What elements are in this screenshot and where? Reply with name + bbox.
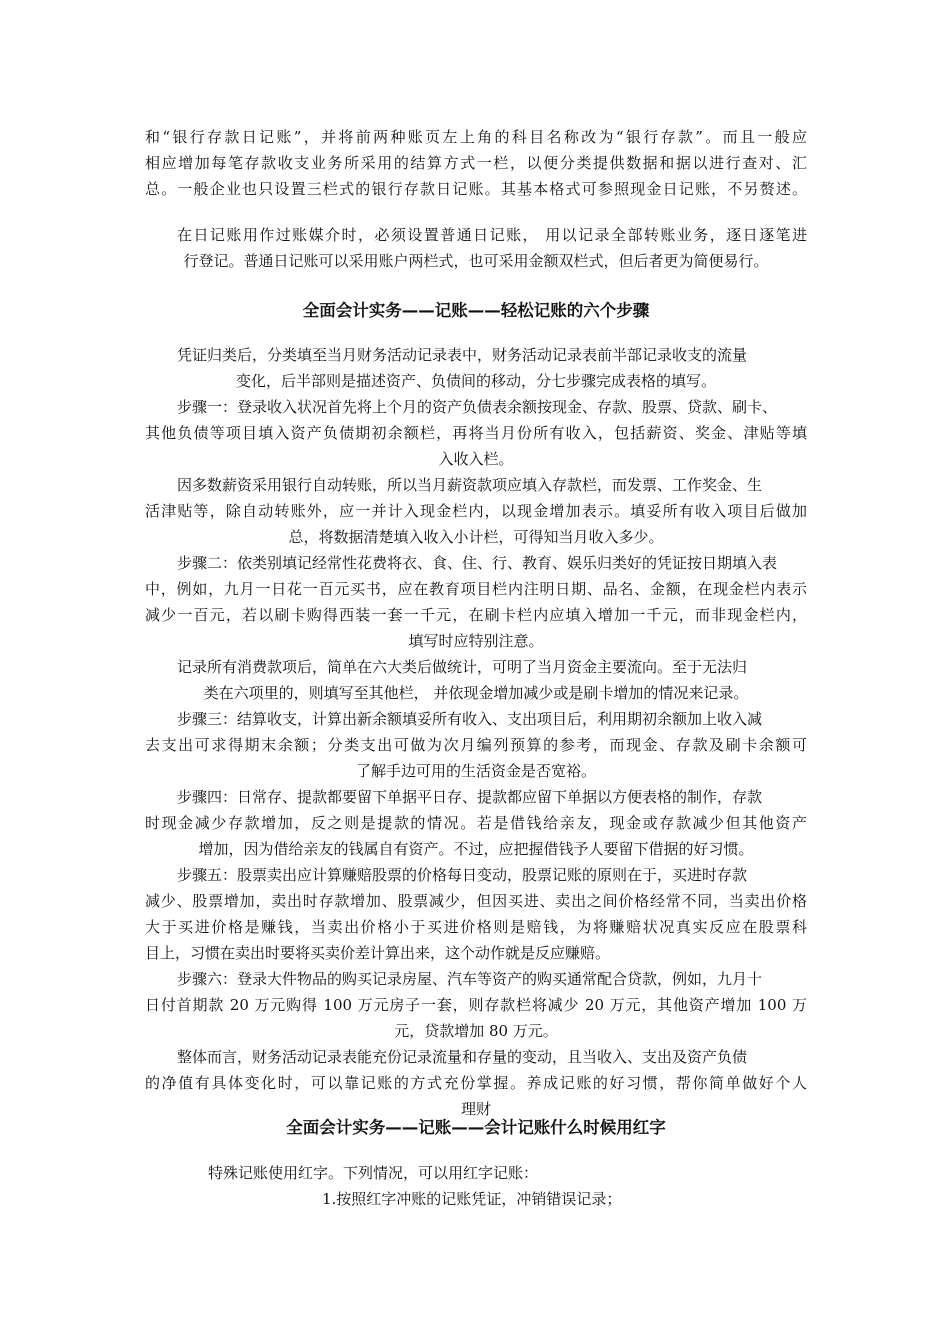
text-line: 步骤三：结算收支，计算出新余额填妥所有收入、支出项目后，利用期初余额加上收入减 <box>177 710 763 728</box>
text-line: 整体而言，财务活动记录表能充份记录流量和存量的变动，且当收入、支出及资产负债 <box>177 1048 748 1066</box>
text-line: 类在六项里的，则填写至其他栏， 并依现金增加减少或是刷卡增加的情况来记录。 <box>203 684 749 702</box>
section1-body <box>145 342 807 1122</box>
text-line: 因多数薪资采用银行自动转账，所以当月薪资款项应填入存款栏，而发票、工作奖金、生 <box>177 476 763 494</box>
text-line: 总，将数据清楚填入收入小计栏，可得知当月收入多少。 <box>288 528 664 546</box>
text-line: 在日记账用作过账媒介时，必须设置普通日记账， 用以记录全部转账业务，逐日逐笔进 <box>177 226 807 244</box>
text-line: 步骤一：登录收入状况首先将上个月的资产负债表余额按现金、存款、股票、贷款、刷卡、 <box>177 398 778 416</box>
text-line: 元，贷款增加 80 万元。 <box>394 1022 558 1040</box>
text-line: 步骤五：股票卖出应计算赚赔股票的价格每日变动，股票记账的原则在于，买进时存款 <box>177 866 748 884</box>
text-line: 大于买进价格是赚钱，当卖出价格小于买进价格则是赔钱，为将赚赔状况真实反应在股票科 <box>145 918 807 936</box>
text-line: 凭证归类后，分类填至当月财务活动记录表中，财务活动记录表前半部记录收支的流量 <box>177 346 748 364</box>
text-line: 和“银行存款日记账”，并将前两种账页左上角的科目名称改为“银行存款”。而且一般应 <box>145 128 807 146</box>
text-line: 日付首期款 20 万元购得 100 万元房子一套，则存款栏将减少 20 万元，其他资产增加 100 万 <box>145 996 807 1014</box>
text-line: 的净值有具体变化时，可以靠记账的方式充份掌握。养成记账的好习惯，帮你简单做好个人 <box>145 1074 807 1092</box>
text-line: 增加，因为借给亲友的钱属自有资产。不过，应把握借钱予人要留下借据的好习惯。 <box>198 840 754 858</box>
text-line: 行登记。普通日记账可以采用账户两栏式，也可采用金额双栏式，但后者更为简便易行。 <box>183 252 769 270</box>
text-line: 减少、股票增加，卖出时存款增加、股票减少，但因买进、卖出之间价格经常不同，当卖出价格 <box>145 892 807 910</box>
text-line: 记录所有消费款项后，简单在六大类后做统计，可明了当月资金主要流向。至于无法归 <box>177 658 748 676</box>
text-line: 变化，后半部则是描述资产、负债间的移动，分七步骤完成表格的填写。 <box>235 372 716 390</box>
text-line: 目上，习惯在卖出时要将买卖价差计算出来，这个动作就是反应赚赔。 <box>145 944 611 962</box>
text-line: 了解手边可用的生活资金是否宽裕。 <box>355 762 596 780</box>
text-line: 总。一般企业也只设置三栏式的银行存款日记账。其基本格式可参照现金日记账，不另赘述。 <box>145 180 807 198</box>
section-title: 全面会计实务——记账——轻松记账的六个步骤 <box>302 301 650 320</box>
text-line: 入收入栏。 <box>438 450 514 468</box>
text-line: 理财 <box>460 1100 491 1118</box>
text-line: 中，例如，九月一日花一百元买书，应在教育项目栏内注明日期、品名、金额，在现金栏内表示 <box>145 580 807 598</box>
text-line: 活津贴等，除自动转账外，应一并计入现金栏内，以现金增加表示。填妥所有收入项目后做加 <box>145 502 807 520</box>
text-line: 填写时应特别注意。 <box>408 632 544 650</box>
general-journal-paragraph <box>145 222 807 274</box>
list-item: 1.按照红字冲账的记账凭证，冲销错误记录； <box>322 1190 622 1208</box>
text-line: 步骤四：日常存、提款都要留下单据平日存、提款都应留下单据以方便表格的制作，存款 <box>177 788 763 806</box>
text-line: 步骤二：依类别填记经常性花费将衣、食、住、行、教育、娱乐归类好的凭证按日期填入表 <box>177 554 778 572</box>
text-line: 减少一百元，若以刷卡购得西装一套一千元，在刷卡栏内应填入增加一千元，而非现金栏内， <box>145 606 807 624</box>
text-line: 时现金减少存款增加，反之则是提款的情况。若是借钱给亲友，现金或存款减少但其他资产 <box>145 814 807 832</box>
intro-paragraph <box>145 124 807 202</box>
section2-intro: 特殊记账使用红字。下列情况，可以用红字记账： <box>208 1164 539 1182</box>
text-line: 其他负债等项目填入资产负债期初余额栏，再将当月份所有收入，包括薪资、奖金、津贴等填 <box>145 424 807 442</box>
section-title: 全面会计实务——记账——会计记账什么时候用红字 <box>286 1118 666 1137</box>
text-line: 去支出可求得期末余额；分类支出可做为次月编列预算的参考，而现金、存款及刷卡余额可 <box>145 736 807 754</box>
text-line: 步骤六：登录大件物品的购买记录房屋、汽车等资产的购买通常配合贷款，例如，九月十 <box>177 970 763 988</box>
text-line: 相应增加每笔存款收支业务所采用的结算方式一栏，以便分类提供数据和据以进行查对、汇 <box>145 154 807 172</box>
